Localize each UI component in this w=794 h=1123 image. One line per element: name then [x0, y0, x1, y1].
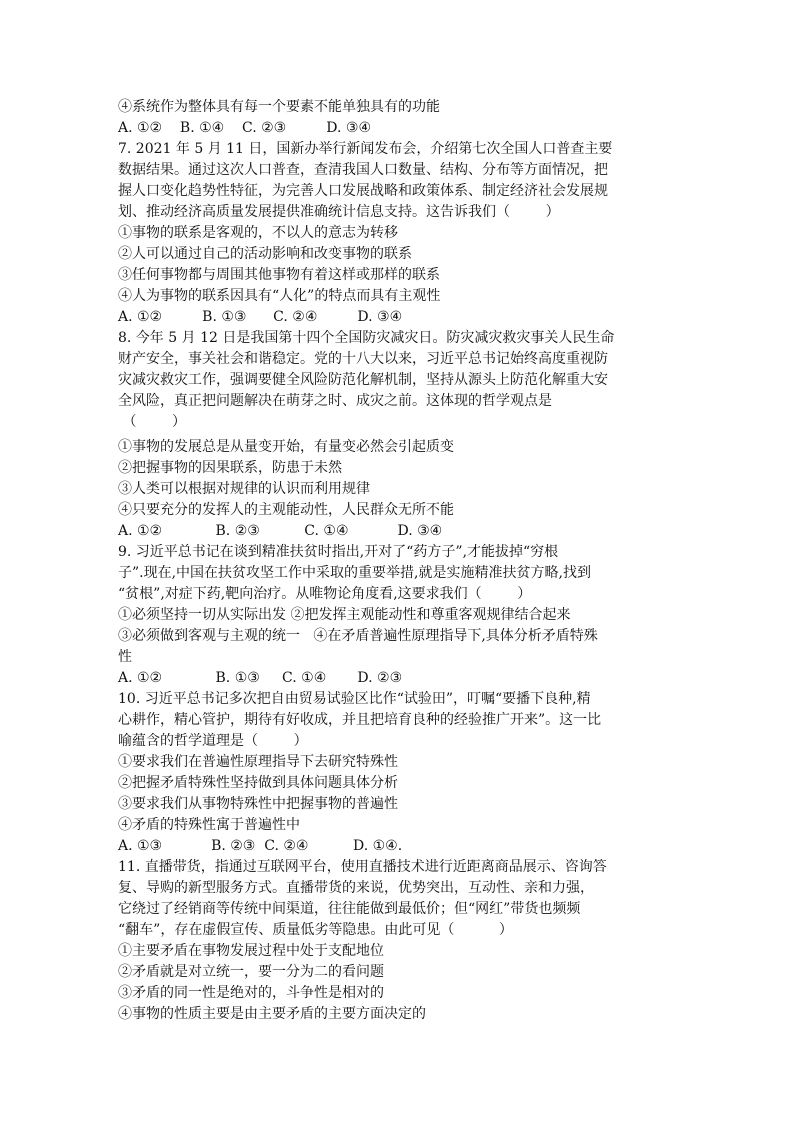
text-line: 灾减灾救灾工作，强调要健全风险防范化解机制，坚持从源头上防范化解重大安	[118, 372, 608, 388]
text-line: ③矛盾的同一性是绝对的，斗争性是相对的	[118, 985, 384, 1001]
text-line: 握人口变化趋势性特征，为完善人口发展战略和政策体系、制定经济社会发展规	[118, 183, 608, 199]
text-line: ④事物的性质主要是由主要矛盾的主要方面决定的	[118, 1006, 426, 1022]
text-line: ①事物的联系是客观的，不以人的意志为转移	[118, 225, 398, 241]
text-line: 性	[118, 649, 132, 665]
text-line: 数据结果。通过这次人口普查，查清我国人口数量、结构、分布等方面情况，把	[118, 162, 608, 178]
question-9: 9. 习近平总书记在谈到精准扶贫时指出,开对了“药方子”,才能拔掉“穷根	[118, 544, 559, 560]
answer-options: A. ①② B. ②③ C. ①④ D. ③④	[118, 523, 443, 539]
question-10: 10. 习近平总书记多次把自由贸易试验区比作“试验田”，叮嘱“要播下良种,精	[118, 691, 591, 707]
text-line: ④系统作为整体具有每一个要素不能单独具有的功能	[118, 99, 440, 115]
answer-options: A. ①② B. ①③ C. ②④ D. ③④	[118, 309, 403, 325]
text-line: ④人为事物的联系因具有“人化”的特点而具有主观性	[118, 288, 441, 304]
text-line: ①要求我们在普遍性原理指导下去研究特殊性	[118, 754, 398, 770]
text-line: 财产安全，事关社会和谐稳定。党的十八大以来，习近平总书记始终高度重视防	[118, 351, 608, 367]
text-line: ③要求我们从事物特殊性中把握事物的普遍性	[118, 796, 398, 812]
text-line: 心耕作，精心管护，期待有好收成，并且把培育良种的经验推广开来”。这一比	[118, 712, 602, 728]
text-line: 子”.现在,中国在扶贫攻坚工作中采取的重要举措,就是实施精准扶贫方略,找到	[118, 565, 591, 581]
question-8: 8. 今年 5 月 12 日是我国第十四个全国防灾减灾日。防灾减灾救灾事关人民生命	[118, 330, 615, 346]
text-line: 划、推动经济高质量发展提供准确统计信息支持。这告诉我们（ ）	[118, 204, 560, 220]
text-line: ②人可以通过自己的活动影响和改变事物的联系	[118, 246, 412, 262]
text-line: ①必须坚持一切从实际出发 ②把发挥主观能动性和尊重客观规律结合起来	[118, 607, 571, 623]
text-line: ①事物的发展总是从量变开始，有量变必然会引起质变	[118, 439, 454, 455]
text-line: ②把握矛盾特殊性坚持做到具体问题具体分析	[118, 775, 398, 791]
answer-options: A. ①② B. ①③ C. ①④ D. ②③	[118, 670, 403, 686]
text-line: （ ）	[118, 414, 187, 430]
question-11: 11. 直播带货，指通过互联网平台，使用直播技术进行近距离商品展示、咨询答	[118, 859, 607, 875]
text-line: 它绕过了经销商等传统中间渠道，往往能做到最低价；但“网红”带货也频频	[118, 901, 581, 917]
text-line: 喻蕴含的哲学道理是（ ）	[118, 733, 308, 749]
text-line: ③人类可以根据对规律的认识而利用规律	[118, 481, 370, 497]
document-page	[118, 97, 678, 1025]
text-line: “贫根”,对症下药,靶向治疗。从唯物论角度看,这要求我们（ ）	[118, 586, 532, 602]
text-line: ②矛盾就是对立统一，要一分为二的看问题	[118, 964, 384, 980]
answer-options: A. ①③ B. ②③ C. ②④ D. ①④.	[118, 838, 403, 854]
text-line: 全风险，真正把问题解决在萌芽之时、成灾之前。这体现的哲学观点是	[118, 393, 552, 409]
question-7: 7. 2021 年 5 月 11 日，国新办举行新闻发布会，介绍第七次全国人口普查主要	[118, 141, 613, 157]
text-line: ④只要充分的发挥人的主观能动性，人民群众无所不能	[118, 502, 454, 518]
text-line: 复、导购的新型服务方式。直播带货的来说，优势突出，互动性、亲和力强，	[118, 880, 594, 896]
text-line: ③必须做到客观与主观的统一 ④在矛盾普遍性原理指导下,具体分析矛盾特殊	[118, 628, 598, 644]
text-line: ③任何事物都与周围其他事物有着这样或那样的联系	[118, 267, 440, 283]
text-line: ②把握事物的因果联系，防患于未然	[118, 460, 342, 476]
text-line: “翻车”，存在虚假宣传、质量低劣等隐患。由此可见（ ）	[118, 922, 513, 938]
text-line: ①主要矛盾在事物发展过程中处于支配地位	[118, 943, 384, 959]
answer-options: A. ①② B. ①④ C. ②③ D. ③④	[118, 120, 371, 136]
text-line: ④矛盾的特殊性寓于普遍性中	[118, 817, 300, 833]
